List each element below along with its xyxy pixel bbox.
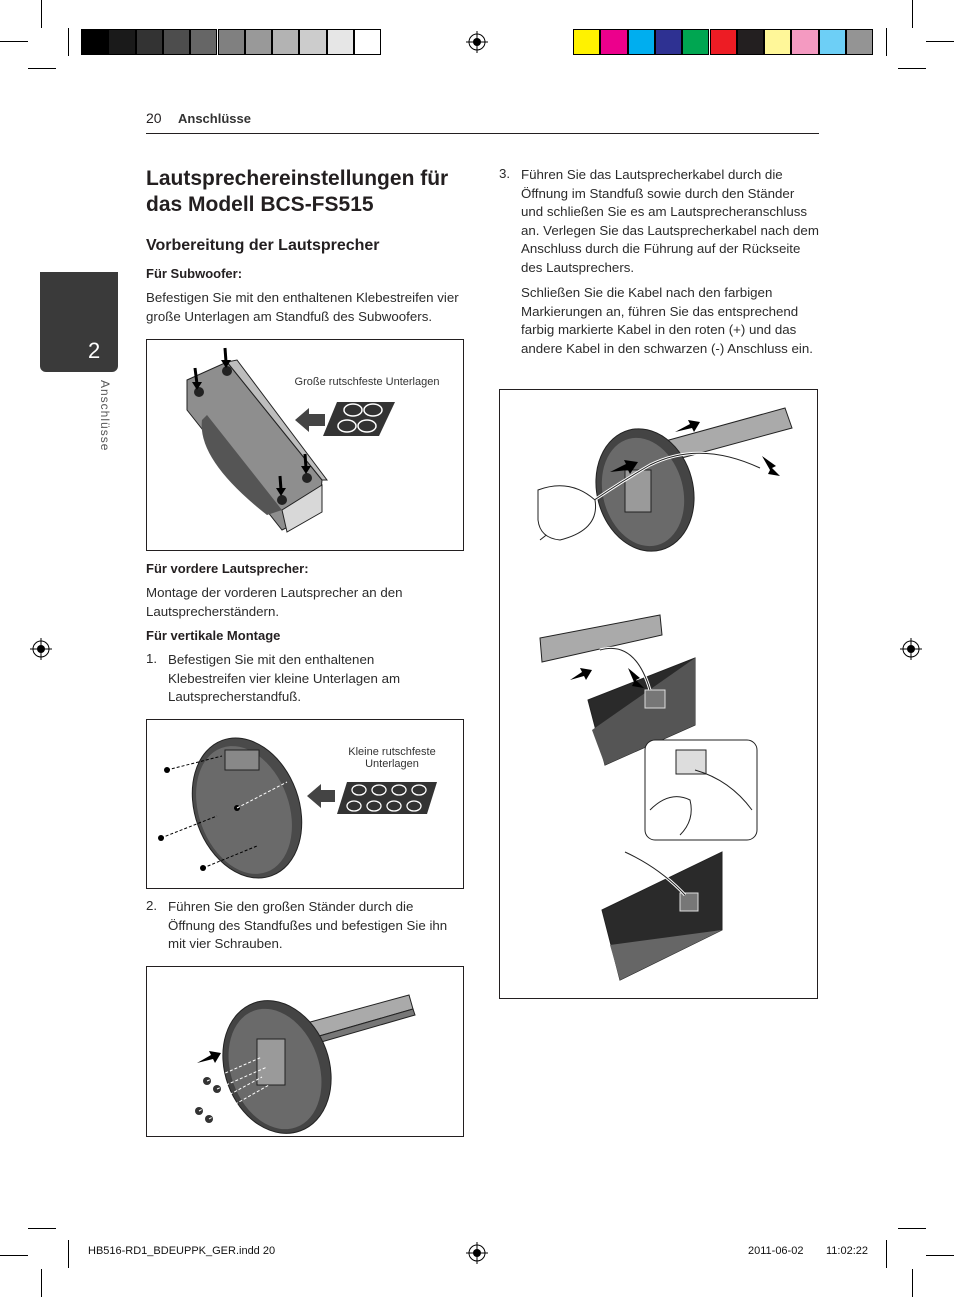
crop-mark-tl-v2: [68, 28, 69, 56]
step-2-number: 2.: [146, 898, 158, 913]
process-swatch: [628, 29, 655, 55]
grayscale-swatch: [163, 29, 190, 55]
process-swatch: [573, 29, 600, 55]
grayscale-swatch: [190, 29, 217, 55]
footer-date: 2011-06-02: [748, 1245, 804, 1257]
crop-mark-tl-h: [0, 41, 28, 42]
process-swatch: [791, 29, 818, 55]
section-subtitle: Vorbereitung der Lautsprecher: [146, 237, 380, 254]
subwoofer-illustration: [147, 340, 465, 552]
cable-connection-illustration: [500, 390, 819, 1000]
crop-mark-br-h: [926, 1255, 954, 1256]
step-3-note: Schließen Sie die Kabel nach den farbigen Markierungen an, führen Sie das entsprechend farbig markierte Kabel in den roten (+) und das andere Kabel in den schwarzen (-) Anschluss ein.: [521, 285, 813, 356]
page-number: 20: [146, 110, 162, 126]
registration-mark-top-icon: [466, 31, 488, 53]
crop-mark-br-v: [912, 1269, 913, 1297]
process-swatch: [682, 29, 709, 55]
footer-time: 11:02:22: [826, 1245, 869, 1257]
registration-mark-bottom-icon: [466, 1242, 488, 1264]
header-section: Anschlüsse: [178, 111, 251, 126]
process-swatch: [655, 29, 682, 55]
chapter-number: 2: [88, 338, 101, 363]
grayscale-swatch: [354, 29, 381, 55]
grayscale-swatch: [272, 29, 299, 55]
crop-mark-br-v2: [886, 1240, 887, 1268]
grayscale-swatch: [245, 29, 272, 55]
registration-mark-left-icon: [30, 638, 52, 660]
grayscale-swatch: [136, 29, 163, 55]
screws-figure: [146, 966, 464, 1137]
process-swatch: [737, 29, 764, 55]
process-swatch: [819, 29, 846, 55]
stand-screws-illustration: [147, 967, 465, 1138]
page-title: Lautsprechereinstellungen für das Modell BCS-FS515: [146, 167, 449, 216]
crop-mark-tr-v2: [886, 28, 887, 56]
process-swatch: [600, 29, 627, 55]
process-swatch: [846, 29, 873, 55]
crop-mark-bl-v: [41, 1269, 42, 1297]
step-1-text: Befestigen Sie mit den enthaltenen Klebestreifen vier kleine Unterlagen am Lautsprecherstandfuß.: [168, 652, 401, 704]
subwoofer-text: Befestigen Sie mit den enthaltenen Klebestreifen vier große Unterlagen am Standfuß des Subwoofers.: [146, 290, 459, 324]
process-swatch: [764, 29, 791, 55]
step-2-text: Führen Sie den großen Ständer durch die Öffnung des Standfußes und befestigen Sie ihn mit vier Schrauben.: [168, 899, 448, 951]
crop-mark-tl-h2: [28, 68, 56, 69]
crop-mark-tl-v: [41, 0, 42, 28]
crop-mark-bl-v2: [68, 1240, 69, 1268]
footer-file: HB516-RD1_BDEUPPK_GER.indd 20: [88, 1245, 276, 1257]
chapter-tab: [40, 272, 118, 372]
crop-mark-tr-h2: [898, 68, 926, 69]
registration-mark-right-icon: [900, 638, 922, 660]
crop-mark-bl-h: [0, 1255, 28, 1256]
step-1-number: 1.: [146, 651, 158, 666]
small-pads-label: Kleine rutschfeste Unterlagen: [348, 746, 436, 770]
crop-mark-bl-h2: [28, 1228, 56, 1229]
front-heading: Für vordere Lautsprecher:: [146, 561, 309, 576]
subwoofer-figure: [146, 339, 464, 551]
grayscale-swatch: [327, 29, 354, 55]
step-3-number: 3.: [499, 166, 511, 181]
step-3-text: Führen Sie das Lautsprecherkabel durch die Öffnung im Standfuß sowie durch den Ständer und schließen Sie es am Lautsprecheranschluss an. Verlegen Sie das Lautsprecherkabel nach dem Anschluss durch die Führung auf der Rückseite des Lautsprechers.: [521, 167, 819, 275]
subwoofer-heading: Für Subwoofer:: [146, 266, 243, 281]
process-swatch: [710, 29, 737, 55]
crop-mark-br-h2: [898, 1228, 926, 1229]
vertical-heading: Für vertikale Montage: [146, 628, 281, 643]
chapter-label: Anschlüsse: [98, 380, 112, 452]
front-text: Montage der vorderen Lautsprecher an den Lautsprecherständern.: [146, 585, 403, 619]
crop-mark-tr-h: [926, 41, 954, 42]
stand-pads-figure: [146, 719, 464, 889]
crop-mark-tr-v: [912, 0, 913, 28]
grayscale-swatch: [81, 29, 108, 55]
grayscale-swatch: [218, 29, 245, 55]
grayscale-swatch: [299, 29, 326, 55]
subwoofer-pads-label: Große rutschfeste Unterlagen: [294, 376, 440, 388]
cable-figure: [499, 389, 818, 999]
grayscale-swatch: [108, 29, 135, 55]
header-rule: [146, 133, 819, 134]
